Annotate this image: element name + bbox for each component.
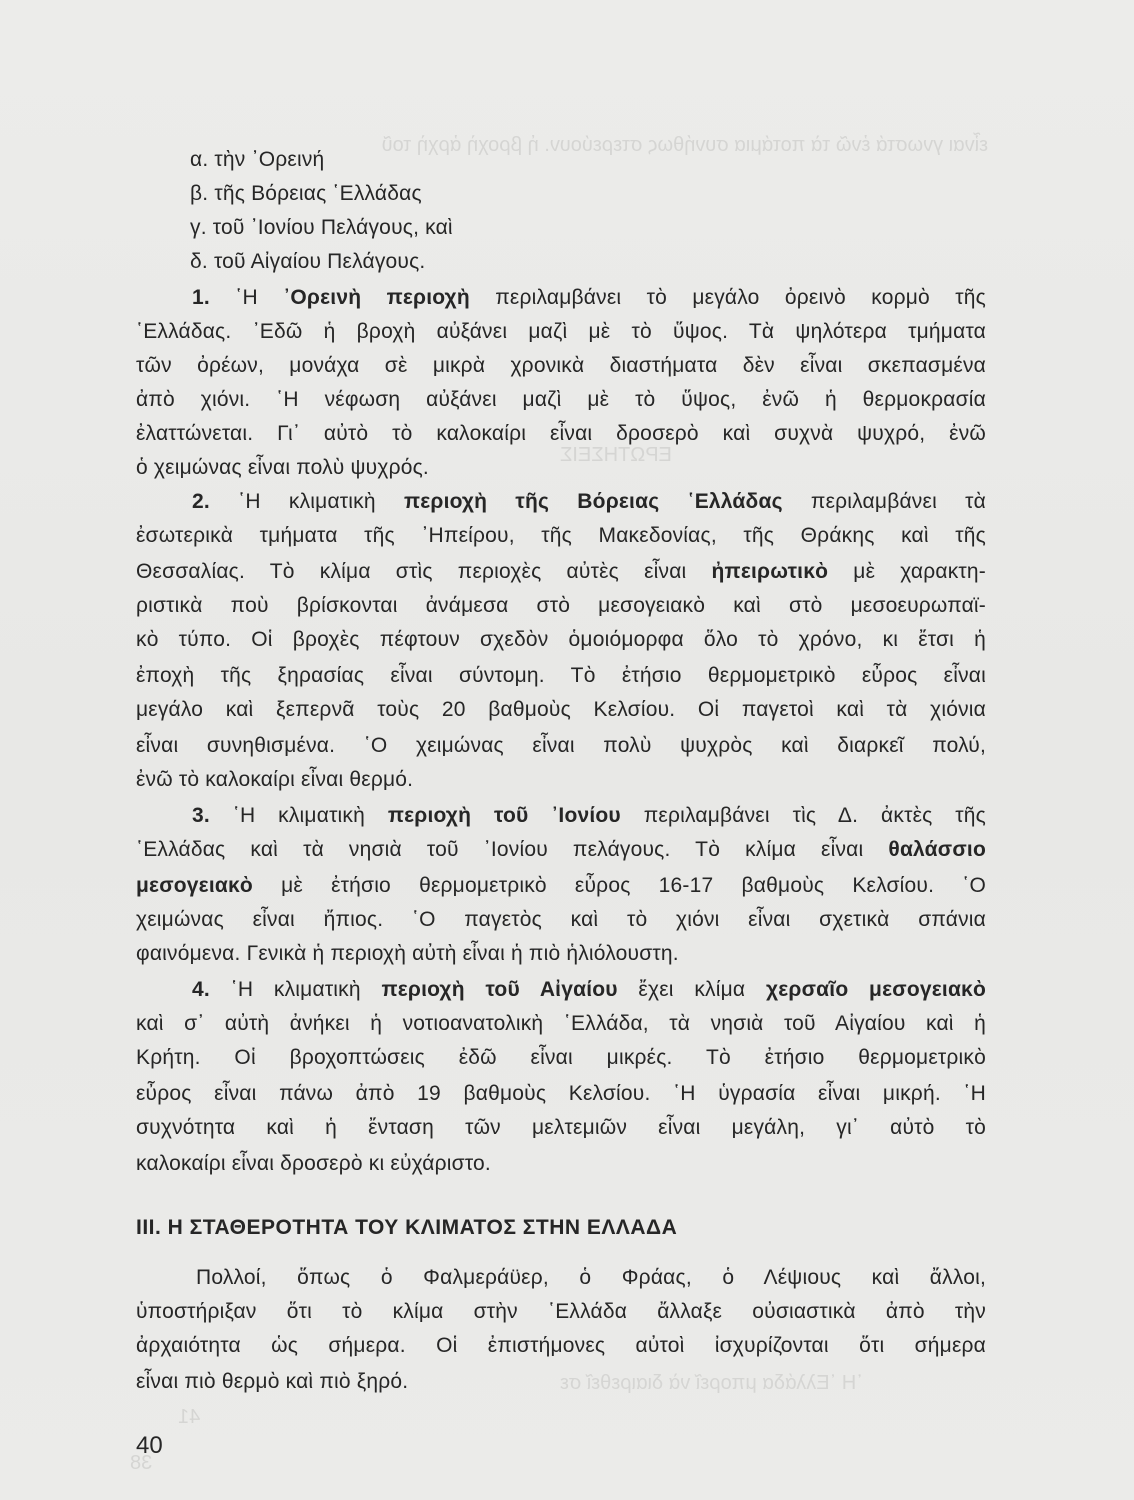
p3-line-1: 3. ῾Η κλιματικὴ περιοχὴ τοῦ ᾿Ιονίου περιλαμβάνει τὶς Δ. ἀκτὲς τῆς — [192, 804, 986, 827]
show-through-heading: ΕΡΩΤΗΣΕΙΣ — [560, 444, 672, 466]
p1-line-6: ὁ χειμώνας εἶναι πολὺ ψυχρός. — [136, 456, 429, 479]
p2-line-9: ἐνῶ τὸ καλοκαίρι εἶναι θερμό. — [136, 768, 414, 791]
p2-line-5: κὸ τύπο. Οἱ βροχὲς πέφτουν σχεδὸν ὁμοιόμορφα ὅλο τὸ χρόνο, κι ἔτσι ἡ — [136, 628, 986, 651]
p2-line-8: εἶναι συνηθισμένα. ῾Ο χειμώνας εἶναι πολὺ ψυχρὸς καὶ διαρκεῖ πολύ, — [136, 734, 986, 757]
p4-term-climate: χερσαῖο μεσογειακὸ — [765, 978, 986, 1001]
section-heading: III. Η ΣΤΑΘΕΡΟΤΗΤΑ ΤΟΥ ΚΛΙΜΑΤΟΣ ΣΤΗΝ ΕΛΛΑΔΑ — [136, 1216, 678, 1239]
p2-number: 2. — [192, 490, 210, 513]
p3-term-marine: θαλάσσιο — [888, 838, 986, 861]
section-line-2: ὑποστήριξαν ὅτι τὸ κλίμα στὴν ῾Ελλάδα ἄλλαξε οὐσιαστικὰ ἀπὸ τὴν — [136, 1300, 986, 1323]
p4-term: περιοχὴ τοῦ Αἰγαίου — [381, 978, 618, 1001]
p2-term-continental: ἠπειρωτικὸ — [711, 560, 829, 583]
section-line-4: εἶναι πιὸ θερμὸ καὶ πιὸ ξηρό. — [136, 1370, 409, 1393]
p1-line-1: 1. ῾Η ᾿Ορεινὴ περιοχὴ περιλαμβάνει τὸ μεγάλο ὀρεινὸ κορμὸ τῆς — [192, 286, 986, 309]
page-number: 40 — [136, 1432, 163, 1459]
p4-line-3: Κρήτη. Οἱ βροχοπτώσεις ἐδῶ εἶναι μικρές. Τὸ ἐτήσιο θερμομετρικὸ — [136, 1046, 986, 1069]
p1-term: ᾿Ορεινὴ περιοχὴ — [283, 286, 470, 309]
p4-line-5: συχνότητα καὶ ἡ ἔνταση τῶν μελτεμιῶν εἶναι μεγάλη, γι᾿ αὐτὸ τὸ — [136, 1116, 986, 1139]
show-through-top: εἶναι γνωστά ἐνῶ τὰ ποτάμια συνήθως στερεύουν. ἡ βροχὴ ἀρχὴ τοῦ — [381, 134, 988, 156]
show-through-page-number: 41 — [178, 1406, 201, 1428]
p4-line-2: καὶ σ᾿ αὐτὴ ἀνήκει ἡ νοτιοανατολικὴ ῾Ελλάδα, τὰ νησιὰ τοῦ Αἰγαίου καὶ ἡ — [136, 1012, 986, 1035]
p1-number: 1. — [192, 286, 210, 309]
p2-term: περιοχὴ τῆς Βόρειας ῾Ελλάδας — [403, 490, 783, 513]
p1-line-2: ῾Ελλάδας. ᾿Εδῶ ἡ βροχὴ αὐξάνει μαζὶ μὲ τὸ ὕψος. Τὰ ψηλότερα τμήματα — [136, 320, 986, 343]
p4-line-1: 4. ῾Η κλιματικὴ περιοχὴ τοῦ Αἰγαίου ἔχει κλίμα χερσαῖο μεσογειακὸ — [192, 978, 986, 1001]
p3-line-5: φαινόμενα. Γενικὰ ἡ περιοχὴ αὐτὴ εἶναι ἡ πιὸ ἡλιόλουστη. — [136, 942, 679, 965]
p2-line-7: μεγάλο καὶ ξεπερνᾶ τοὺς 20 βαθμοὺς Κελσίου. Οἱ παγετοὶ καὶ τὰ χιόνια — [136, 698, 986, 721]
p2-line-4: ριστικὰ ποὺ βρίσκονται ἀνάμεσα στὸ μεσογειακὸ καὶ στὸ μεσοευρωπαϊ- — [136, 594, 986, 617]
p4-number: 4. — [192, 978, 210, 1001]
section-line-3: ἀρχαιότητα ὡς σήμερα. Οἱ ἐπιστήμονες αὐτοὶ ἰσχυρίζονται ὅτι σήμερα — [136, 1334, 986, 1357]
p1-line-3: τῶν ὀρέων, μονάχα σὲ μικρὰ χρονικὰ διαστήματα δὲν εἶναι σκεπασμένα — [136, 354, 986, 377]
p3-term-mediterranean: μεσογειακὸ — [136, 874, 253, 897]
list-item-b: β. τῆς Βόρειας ῾Ελλάδας — [190, 182, 422, 205]
p3-number: 3. — [192, 804, 210, 827]
p3-line-2: ῾Ελλάδας καὶ τὰ νησιὰ τοῦ ᾿Ιονίου πελάγους. Τὸ κλίμα εἶναι θαλάσσιο — [136, 838, 986, 861]
section-line-1: Πολλοί, ὅπως ὁ Φαλμεράϋερ, ὁ Φράας, ὁ Λέψιους καὶ ἄλλοι, — [196, 1266, 986, 1289]
p1-line-5: ἐλαττώνεται. Γι᾿ αὐτὸ τὸ καλοκαίρι εἶναι δροσερὸ καὶ συχνὰ ψυχρό, ἐνῶ — [136, 422, 986, 445]
p1-line-4: ἀπὸ χιόνι. ῾Η νέφωση αὐξάνει μαζὶ μὲ τὸ ὕψος, ἐνῶ ἡ θερμοκρασία — [136, 388, 986, 411]
p3-line-4: χειμώνας εἶναι ἤπιος. ῾Ο παγετὸς καὶ τὸ χιόνι εἶναι σχετικὰ σπάνια — [136, 908, 986, 931]
p4-line-6: καλοκαίρι εἶναι δροσερὸ κι εὐχάριστο. — [136, 1152, 491, 1175]
p4-line-4: εὖρος εἶναι πάνω ἀπὸ 19 βαθμοὺς Κελσίου. ῾Η ὑγρασία εἶναι μικρή. ῾Η — [136, 1082, 986, 1105]
p2-line-3: Θεσσαλίας. Τὸ κλίμα στὶς περιοχὲς αὐτὲς εἶναι ἠπειρωτικὸ μὲ χαρακτη- — [136, 560, 986, 583]
list-item-d: δ. τοῦ Αἰγαίου Πελάγους. — [190, 250, 426, 273]
p2-line-2: ἐσωτερικὰ τμήματα τῆς ᾿Ηπείρου, τῆς Μακεδονίας, τῆς Θράκης καὶ τῆς — [136, 524, 986, 547]
show-through-page-number-2: 38 — [130, 1452, 153, 1474]
p2-line-1: 2. ῾Η κλιματικὴ περιοχὴ τῆς Βόρειας ῾Ελλάδας περιλαμβάνει τὰ — [192, 490, 986, 513]
p3-line-3: μεσογειακὸ μὲ ἐτήσιο θερμομετρικὸ εὖρος 16-17 βαθμοὺς Κελσίου. ῾Ο — [136, 874, 986, 897]
show-through-bottom: ῾Η ῾Ελλάδα μπορεῖ νὰ διαιρεθεῖ σε — [560, 1372, 863, 1394]
list-item-c: γ. τοῦ ᾿Ιονίου Πελάγους, καὶ — [190, 216, 453, 239]
p2-line-6: ἐποχὴ τῆς ξηρασίας εἶναι σύντομη. Τὸ ἐτήσιο θερμομετρικὸ εὖρος εἶναι — [136, 664, 986, 687]
list-item-a: α. τὴν ᾿Ορεινή — [190, 148, 325, 171]
p3-term: περιοχὴ τοῦ ᾿Ιονίου — [387, 804, 621, 827]
